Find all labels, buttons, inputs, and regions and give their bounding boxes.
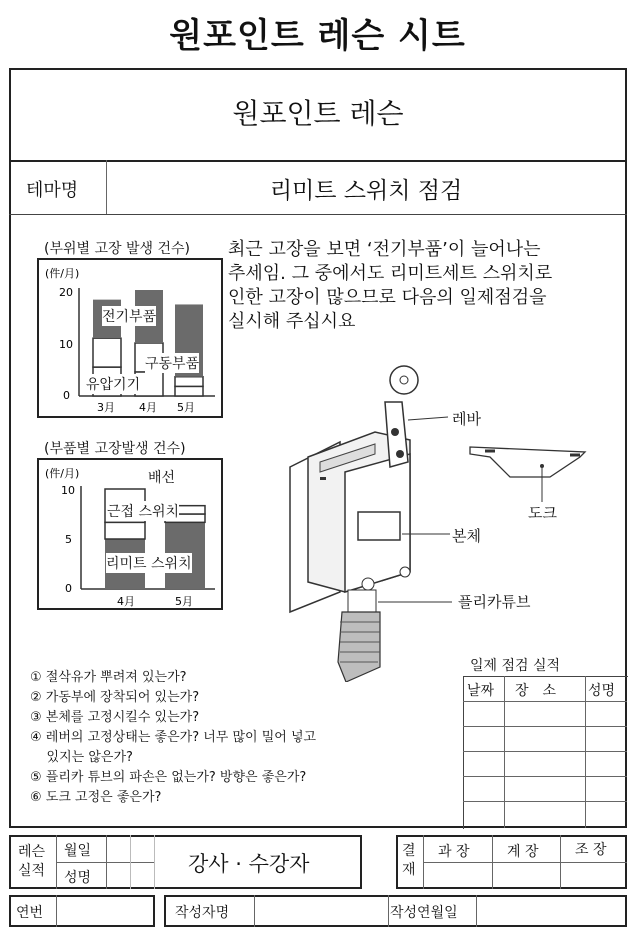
label-lever: 레바 [452,410,481,428]
inspection-header-name: 성명 [588,683,616,699]
chart2-label-wiring: 배선 [148,470,176,486]
chart1-label-hydraulic: 유압기기 [86,374,140,394]
chart1-ylabel: (件/月) [45,267,80,280]
chart1-xtick: 5月 [177,401,195,414]
label-dog: 도크 [528,504,557,522]
chart2-ytick: 0 [65,582,72,595]
approval-label: 결 재 [402,843,416,878]
checklist-item: ② 가동부에 장착되어 있는가? [30,690,200,705]
intro-text [228,238,552,334]
intro-line: 인한 고장이 많으므로 다음의 일제점검을 [228,287,547,308]
chart1-xtick: 3月 [97,401,115,414]
intro-line: 추세임. 그 중에서도 리미트세트 스위치로 [228,263,553,284]
chart2-svg [37,458,223,610]
page-title: 원포인트 레슨 시트 [169,16,466,56]
inspection-header-place: 장 소 [515,683,557,699]
chart1-ytick: 10 [59,338,73,351]
bar-segment [175,386,203,396]
label-body: 본체 [452,527,481,545]
author-label: 작성자명 [175,905,230,921]
chart1-ytick: 20 [59,286,73,299]
bar-segment [175,377,203,387]
chart2-label-proximity: 근접 스위치 [107,501,179,521]
serial-label: 연번 [16,905,44,921]
checklist-item: ③ 본체를 고정시킬수 있는가? [30,710,200,725]
checklist-item: ⑥ 도크 고정은 좋은가? [30,790,162,805]
theme-value: 리미트 스위치 점검 [269,178,463,204]
checklist-item: 있지는 않은가? [30,750,133,765]
bar-segment [105,522,145,539]
bar-segment [93,338,121,367]
inspection-title: 일제 점검 실적 [470,658,561,674]
chart2-title: (부품별 고장발생 건수) [44,441,186,457]
limit-switch-diagram [280,362,610,682]
checklist [30,668,316,808]
instructor-trainee-label: 강사 · 수강자 [188,852,310,876]
checklist-item: ④ 레버의 고정상태는 좋은가? 너무 많이 밀어 넣고 [30,730,317,745]
approval-chief: 계 장 [507,844,539,860]
chart1-ytick: 0 [63,389,70,402]
intro-line: 실시해 주십시요 [228,311,356,332]
chart1-xtick: 4月 [139,401,157,414]
chart1-svg [37,258,223,418]
checklist-item: ① 절삭유가 뿌려져 있는가? [30,670,187,685]
inspection-header-date: 날짜 [467,683,495,699]
chart2-ytick: 5 [65,533,72,546]
approval-manager: 과 장 [438,844,470,860]
chart2-ylabel: (件/月) [45,467,80,480]
intro-line: 최근 고장을 보면 ‘전기부품’이 늘어나는 [228,239,541,260]
chart2-xtick: 4月 [117,595,135,608]
chart2-xtick: 5月 [175,595,193,608]
date-written-label: 작성연월일 [390,905,458,921]
checklist-item: ⑤ 플리카 튜브의 파손은 없는가? 방향은 좋은가? [30,770,307,785]
name-label: 성명 [64,870,92,886]
chart2-ytick: 10 [61,484,75,497]
theme-label: 테마명 [26,180,79,201]
chart1-label-electric: 전기부품 [102,306,156,326]
chart2-label-limit: 리미트 스위치 [106,553,192,573]
lesson-record-label: 레슨 실적 [18,844,46,879]
label-flicker-tube: 플리카튜브 [458,593,531,611]
approval-foreman: 조 장 [575,842,607,858]
month-day-label: 월일 [64,843,92,859]
chart1-title: (부위별 고장 발생 건수) [44,241,190,257]
chart1-label-drive: 구동부품 [145,353,199,373]
header-title: 원포인트 레슨 [232,97,404,130]
